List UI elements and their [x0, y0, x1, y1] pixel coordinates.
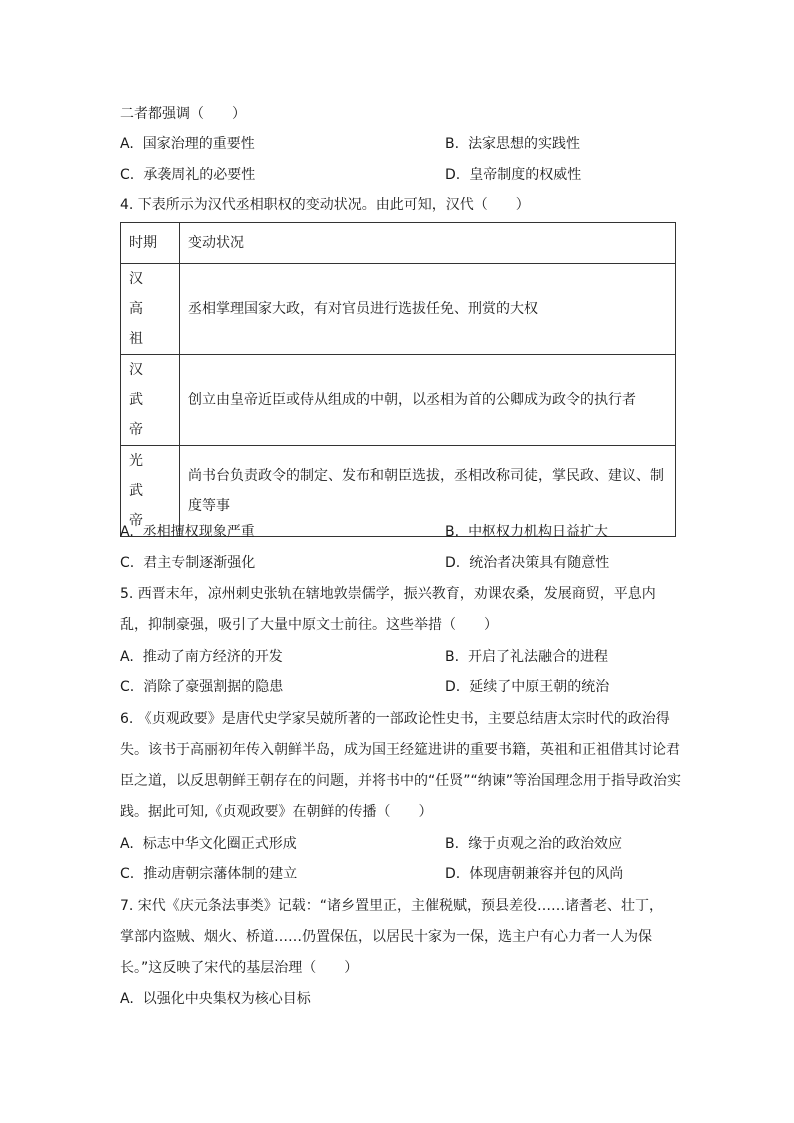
- q6-option-d[interactable]: D. 体现唐朝兼容并包的风尚: [445, 866, 624, 882]
- q4-option-b[interactable]: B. 中枢权力机构日益扩大: [445, 524, 609, 540]
- q4-option-c[interactable]: C. 君主专制逐渐强化: [120, 555, 256, 571]
- table-cell-change: 丞相掌理国家大政，有对官员进行选拔任免、刑赏的大权: [180, 264, 676, 355]
- q6-option-b[interactable]: B. 缘于贞观之治的政治效应: [445, 836, 623, 852]
- q3-option-d[interactable]: D. 皇帝制度的权威性: [445, 167, 582, 183]
- q5-option-a[interactable]: A. 推动了南方经济的开发: [120, 649, 283, 665]
- table-header-row: [121, 223, 676, 264]
- table-cell-period: 汉武帝: [121, 355, 180, 446]
- q3-option-b[interactable]: B. 法家思想的实践性: [445, 136, 581, 152]
- q6-stem-line-3: 臣之道，以反思朝鲜王朝存在的问题，并将书中的“任贤”“纳谏”等治国理念用于指导政治实: [120, 773, 682, 789]
- q5-option-d[interactable]: D. 延续了中原王朝的统治: [445, 679, 610, 695]
- q6-stem-line-1: 6. 《贞观政要》是唐代史学家吴兢所著的一部政论性史书，主要总结唐太宗时代的政治得: [120, 711, 670, 727]
- q4-option-a[interactable]: A. 丞相擅权现象严重: [120, 524, 255, 540]
- q7-stem-line-2: 掌部内盗贼、烟火、桥道……仍置保伍，以居民十家为一保，选主户有心力者一人为保: [120, 929, 652, 945]
- table-cell-change: 创立由皇帝近臣或侍从组成的中朝，以丞相为首的公卿成为政令的执行者: [180, 355, 676, 446]
- q6-stem-line-4: 践。据此可知,《贞观政要》在朝鲜的传播（ ）: [120, 804, 433, 820]
- q5-stem-line-1: 5. 西晋末年，凉州刺史张轨在辖地敦崇儒学，振兴教育，劝课农桑，发展商贸，平息内: [120, 586, 656, 602]
- table-cell-period: 汉高祖: [121, 264, 180, 355]
- q7-stem-line-3: 长。”这反映了宋代的基层治理（ ）: [120, 960, 359, 976]
- table-header-change: 变动状况: [180, 223, 676, 264]
- table-cell-change: 尚书台负责政令的制定、发布和朝臣选拔，丞相改称司徒，掌民政、建议、制度等事: [180, 446, 676, 537]
- q6-stem-line-2: 失。该书于高丽初年传入朝鲜半岛，成为国王经筵进讲的重要书籍，英祖和正祖借其讨论君: [120, 742, 680, 758]
- q4-option-d[interactable]: D. 统治者决策具有随意性: [445, 555, 610, 571]
- q5-option-b[interactable]: B. 开启了礼法融合的进程: [445, 649, 609, 665]
- table-cell-period: 光武帝: [121, 446, 180, 537]
- q3-option-c[interactable]: C. 承袭周礼的必要性: [120, 167, 256, 183]
- q5-stem-line-2: 乱，抑制豪强，吸引了大量中原文士前往。这些举措（ ）: [120, 617, 498, 633]
- table-row: [121, 264, 676, 355]
- q6-option-c[interactable]: C. 推动唐朝宗藩体制的建立: [120, 866, 298, 882]
- q5-option-c[interactable]: C. 消除了豪强割据的隐患: [120, 679, 284, 695]
- q6-option-a[interactable]: A. 标志中华文化圈正式形成: [120, 836, 297, 852]
- q7-stem-line-1: 7. 宋代《庆元条法事类》记载：“诸乡置里正，主催税赋，预县差役……诸耆老、壮丁，: [120, 898, 664, 914]
- table-row: [121, 355, 676, 446]
- q4-stem: 4. 下表所示为汉代丞相职权的变动状况。由此可知，汉代（ ）: [120, 197, 530, 213]
- q7-option-a[interactable]: A. 以强化中央集权为核心目标: [120, 991, 311, 1007]
- q4-table: [120, 222, 676, 537]
- q3-option-a[interactable]: A. 国家治理的重要性: [120, 136, 255, 152]
- q3-stem-tail: 二者都强调（ ）: [120, 106, 246, 122]
- table-header-period: 时期: [121, 223, 180, 264]
